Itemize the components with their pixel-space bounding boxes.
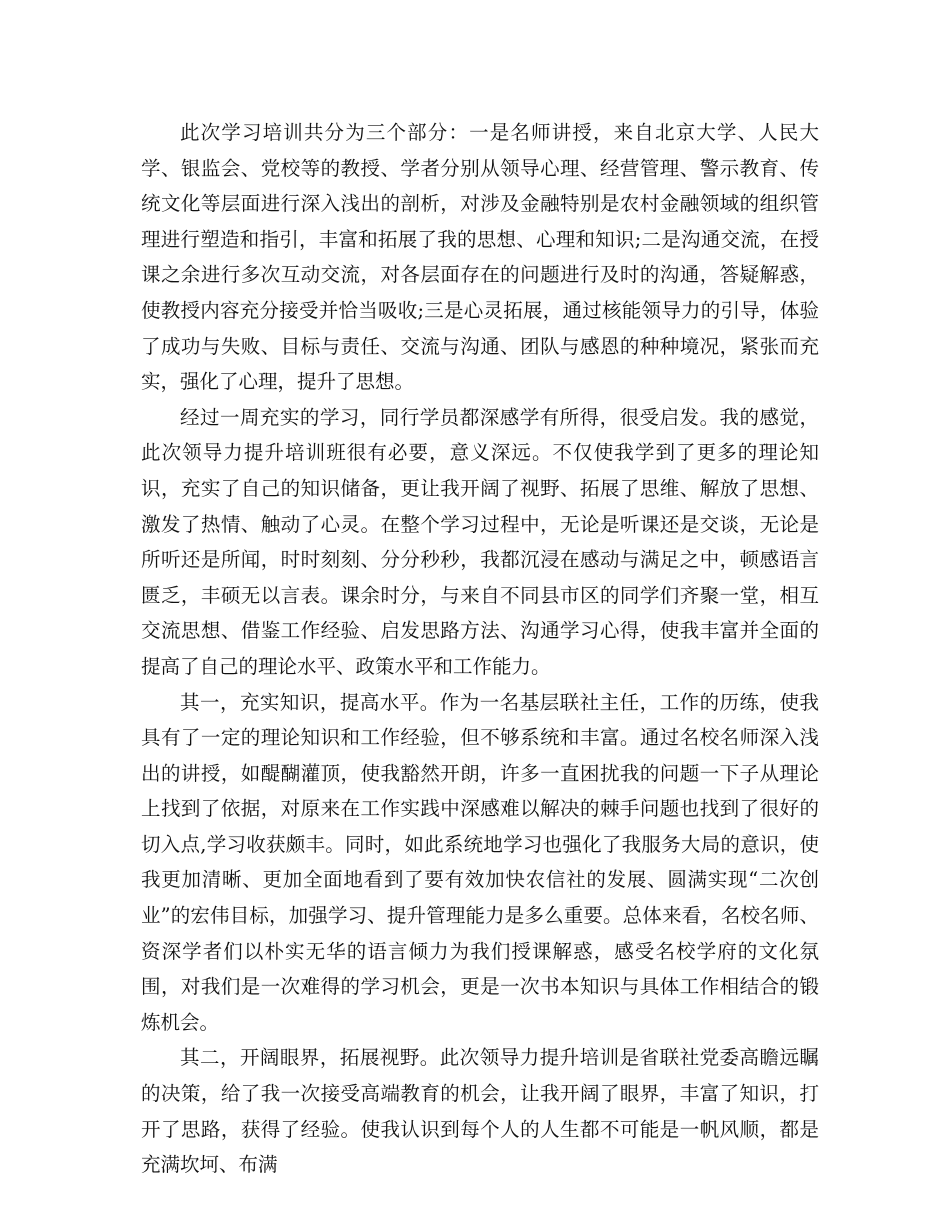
paragraph-point-two: 其二，开阔眼界，拓展视野。此次领导力提升培训是省联社党委高瞻远瞩的决策，给了我一次接受高端教育的机会，让我开阔了眼界，丰富了知识，打开了思路，获得了经验。使我认识到每个人的人生都不可能是一帆风顺，都是充满坎坷、布满 <box>141 1046 819 1177</box>
paragraph-point-one: 其一，充实知识，提高水平。作为一名基层联社主任，工作的历练，使我具有了一定的理论知识和工作经验，但不够系统和丰富。通过名校名师深入浅出的讲授，如醍醐灌顶，使我豁然开朗，许多一直困扰我的问题一下子从理论上找到了依据，对原来在工作实践中深感难以解决的棘手问题也找到了很好的切入点,学习收获颇丰。同时，如此系统地学习也强化了我服务大局的意识，使我更加清晰、更加全面地看到了要有效加快农信社的发展、圆满实现“二次创业”的宏伟目标，加强学习、提升管理能力是多么重要。总体来看，名校名师、资深学者们以朴实无华的语言倾力为我们授课解惑，感受名校学府的文化氛围，对我们是一次难得的学习机会，更是一次书本知识与具体工作相结合的锻炼机会。 <box>141 690 819 1034</box>
paragraph-week-study: 经过一周充实的学习，同行学员都深感学有所得，很受启发。我的感觉，此次领导力提升培训班很有必要，意义深远。不仅使我学到了更多的理论知识，充实了自己的知识储备，更让我开阔了视野、拓展了思维、解放了思想、激发了热情、触动了心灵。在整个学习过程中，无论是听课还是交谈，无论是所听还是所闻，时时刻刻、分分秒秒，我都沉浸在感动与满足之中，顿感语言匮乏，丰硕无以言表。课余时分，与来自不同县市区的同学们齐聚一堂，相互交流思想、借鉴工作经验、启发思路方法、沟通学习心得，使我丰富并全面的提高了自己的理论水平、政策水平和工作能力。 <box>141 405 819 678</box>
document-body <box>141 115 819 1183</box>
paragraph-training-parts: 此次学习培训共分为三个部分：一是名师讲授，来自北京大学、人民大学、银监会、党校等的教授、学者分别从领导心理、经营管理、警示教育、传统文化等层面进行深入浅出的剖析，对涉及金融特别是农村金融领域的组织管理进行塑造和指引，丰富和拓展了我的思想、心理和知识;二是沟通交流，在授课之余进行多次互动交流，对各层面存在的问题进行及时的沟通，答疑解惑，使教授内容充分接受并恰当吸收;三是心灵拓展，通过核能领导力的引导，体验了成功与失败、目标与责任、交流与沟通、团队与感恩的种种境况，紧张而充实，强化了心理，提升了思想。 <box>141 121 819 394</box>
